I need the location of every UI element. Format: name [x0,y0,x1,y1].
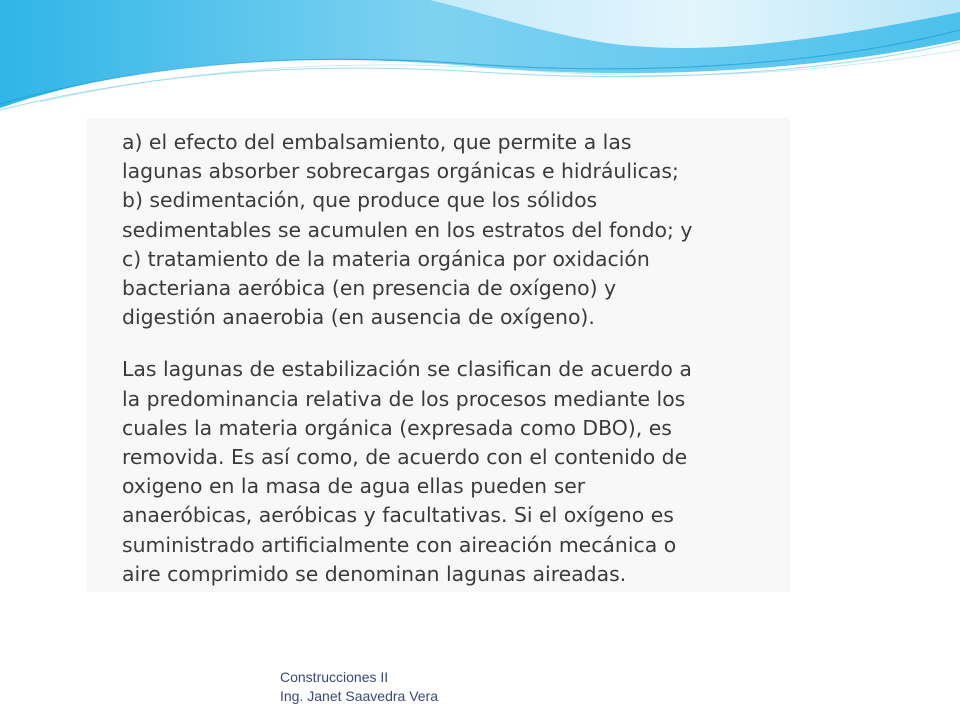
list-line: sedimentables se acumulen en los estratos del fondo; y [122,217,693,242]
footer-course: Construcciones II [280,669,389,685]
list-line: b) sedimentación, que produce que los sólidos [122,188,598,213]
list-line: bacteriana aeróbica (en presencia de oxígeno) y [122,276,617,301]
paragraph-line: cuales la materia orgánica (expresada como DBO), es [122,415,672,440]
paragraph-line: aire comprimido se denominan lagunas aireadas. [122,561,627,586]
paragraph-line: oxigeno en la masa de agua ellas pueden ser [122,474,586,499]
list-line: lagunas absorber sobrecargas orgánicas e hidráulicas; [122,159,679,184]
list-line: digestión anaerobia (en ausencia de oxígeno). [122,305,595,330]
list-block [122,128,780,332]
paragraph-line: suministrado artificialmente con aireación mecánica o [122,532,677,557]
list-line: c) tratamiento de la materia orgánica por oxidación [122,246,650,271]
list-line: a) el efecto del embalsamiento, que permite a las [122,130,632,154]
content-text-image [87,118,790,592]
header-wave-decoration [0,0,960,115]
classification-paragraph [122,355,780,589]
slide-footer [280,668,438,706]
paragraph-line: la predominancia relativa de los procesos mediante los [122,386,686,411]
paragraph-line: removida. Es así como, de acuerdo con el contenido de [122,445,688,470]
paragraph-line: Las lagunas de estabilización se clasifican de acuerdo a [122,357,692,382]
paragraph-gap [122,332,780,355]
footer-author: Ing. Janet Saavedra Vera [280,688,438,704]
paragraph-line: anaeróbicas, aeróbicas y facultativas. Si el oxígeno es [122,503,674,528]
